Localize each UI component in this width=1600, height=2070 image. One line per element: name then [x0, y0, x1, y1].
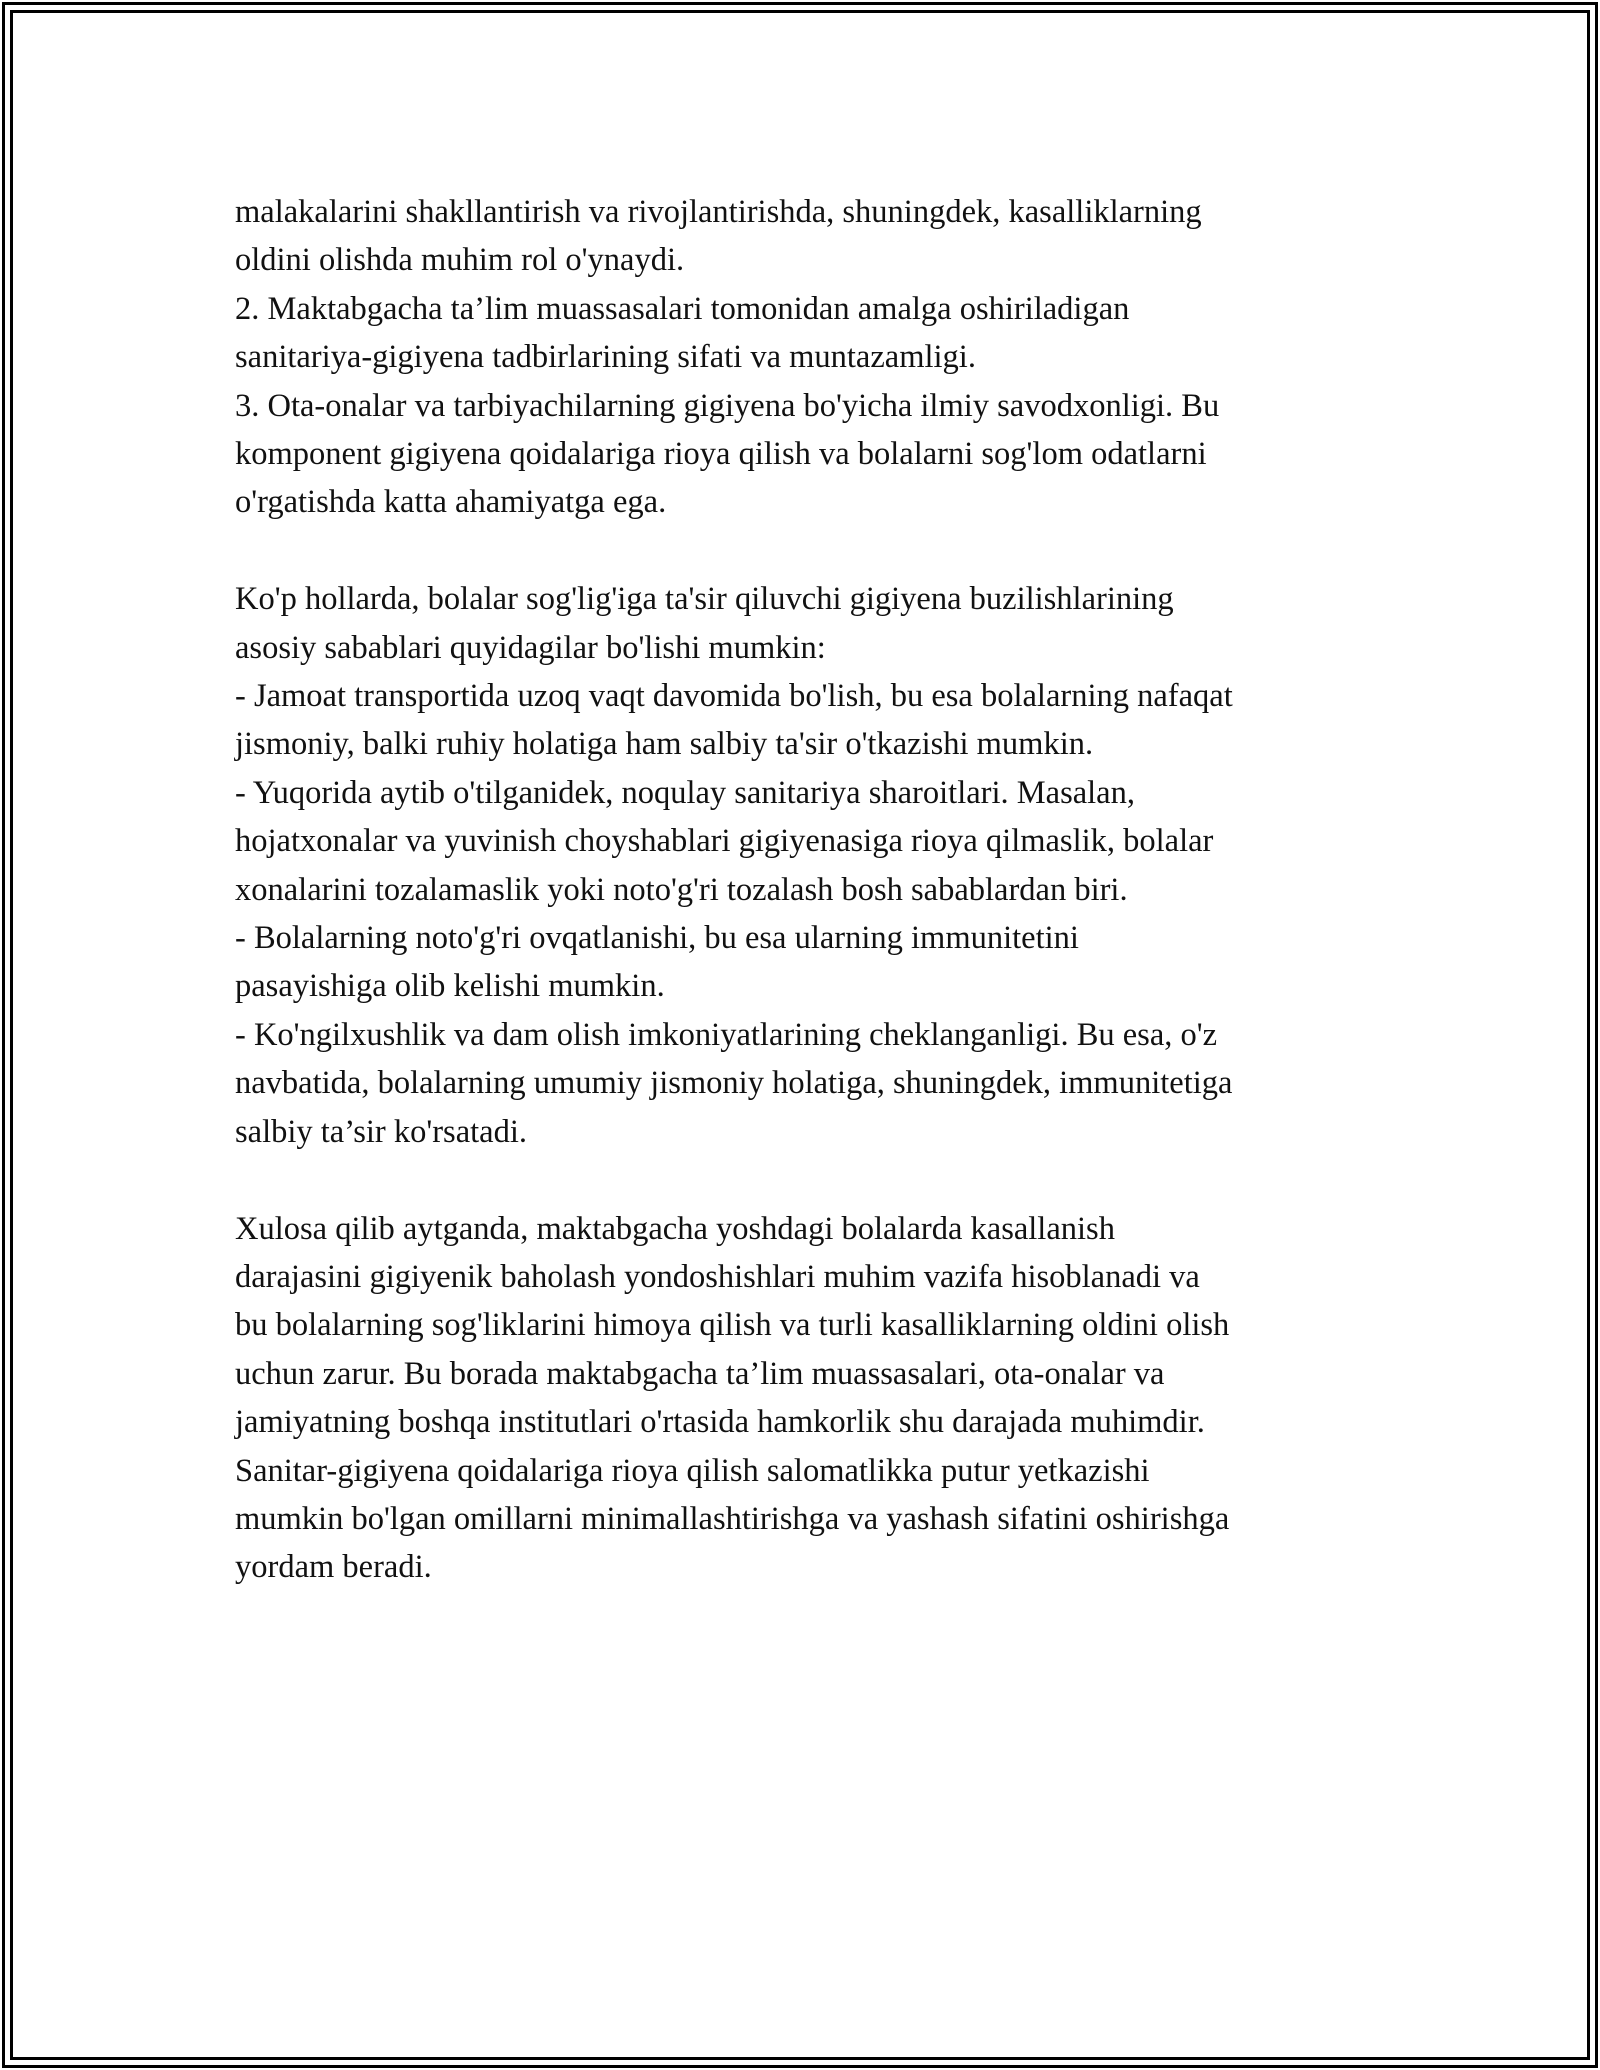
- text-line: navbatida, bolalarning umumiy jismoniy holatiga, shuningdek, immunitetiga: [235, 1065, 1233, 1102]
- text-line: bu bolalarning sog'liklarini himoya qilish va turli kasalliklarning oldini olish: [235, 1307, 1230, 1344]
- text-line: o'rgatishda katta ahamiyatga ega.: [235, 484, 667, 521]
- text-line: darajasini gigiyenik baholash yondoshishlari muhim vazifa hisoblanadi va: [235, 1258, 1200, 1295]
- text-line: Xulosa qilib aytganda, maktabgacha yoshdagi bolalarda kasallanish: [235, 1210, 1115, 1247]
- paragraph-3: [235, 1205, 1395, 1592]
- bullet-item: - Ko'ngilxushlik va dam olish imkoniyatlarining cheklanganligi. Bu esa, o'z: [235, 1016, 1218, 1053]
- text-line: jismoniy, balki ruhiy holatiga ham salbiy ta'sir o'tkazishi mumkin.: [235, 726, 1094, 763]
- bullet-item: - Yuqorida aytib o'tilganidek, noqulay sanitariya sharoitlari. Masalan,: [235, 774, 1135, 811]
- text-line: jamiyatning boshqa institutlari o'rtasida hamkorlik shu darajada muhimdir.: [235, 1404, 1205, 1441]
- document-body: [235, 188, 1395, 1592]
- text-line: pasayishiga olib kelishi mumkin.: [235, 968, 665, 1005]
- text-line: hojatxonalar va yuvinish choyshablari gigiyenasiga rioya qilmaslik, bolalar: [235, 823, 1214, 860]
- text-line: uchun zarur. Bu borada maktabgacha ta’lim muassasalari, ota-onalar va: [235, 1355, 1165, 1392]
- bullet-item: - Jamoat transportida uzoq vaqt davomida bo'lish, bu esa bolalarning nafaqat: [235, 678, 1233, 715]
- paragraph-2: [235, 575, 1395, 1156]
- text-line: oldini olishda muhim rol o'ynaydi.: [235, 242, 685, 279]
- bullet-item: - Bolalarning noto'g'ri ovqatlanishi, bu esa ularning immunitetini: [235, 920, 1079, 957]
- text-line: komponent gigiyena qoidalariga rioya qilish va bolalarni sog'lom odatlarni: [235, 436, 1207, 473]
- paragraph-spacer: [235, 527, 1395, 575]
- paragraph-1: [235, 188, 1395, 527]
- text-line: xonalarini tozalamaslik yoki noto'g'ri tozalash bosh sabablardan biri.: [235, 871, 1128, 908]
- paragraph-spacer: [235, 1156, 1395, 1204]
- text-line: asosiy sabablari quyidagilar bo'lishi mumkin:: [235, 629, 826, 666]
- text-line: mumkin bo'lgan omillarni minimallashtirishga va yashash sifatini oshirishga: [235, 1500, 1230, 1537]
- text-line: salbiy ta’sir ko'rsatadi.: [235, 1113, 527, 1150]
- text-line: sanitariya-gigiyena tadbirlarining sifati va muntazamligi.: [235, 339, 976, 376]
- text-line: yordam beradi.: [235, 1549, 432, 1586]
- list-item-2: 2. Maktabgacha ta’lim muassasalari tomonidan amalga oshiriladigan: [235, 290, 1130, 327]
- list-item-3: 3. Ota-onalar va tarbiyachilarning gigiyena bo'yicha ilmiy savodxonligi. Bu: [235, 387, 1220, 424]
- text-line: Ko'p hollarda, bolalar sog'lig'iga ta'sir qiluvchi gigiyena buzilishlarining: [235, 581, 1174, 618]
- text-line: Sanitar-gigiyena qoidalariga rioya qilish salomatlikka putur yetkazishi: [235, 1452, 1150, 1489]
- text-line: malakalarini shakllantirish va rivojlantirishda, shuningdek, kasalliklarning: [235, 194, 1202, 230]
